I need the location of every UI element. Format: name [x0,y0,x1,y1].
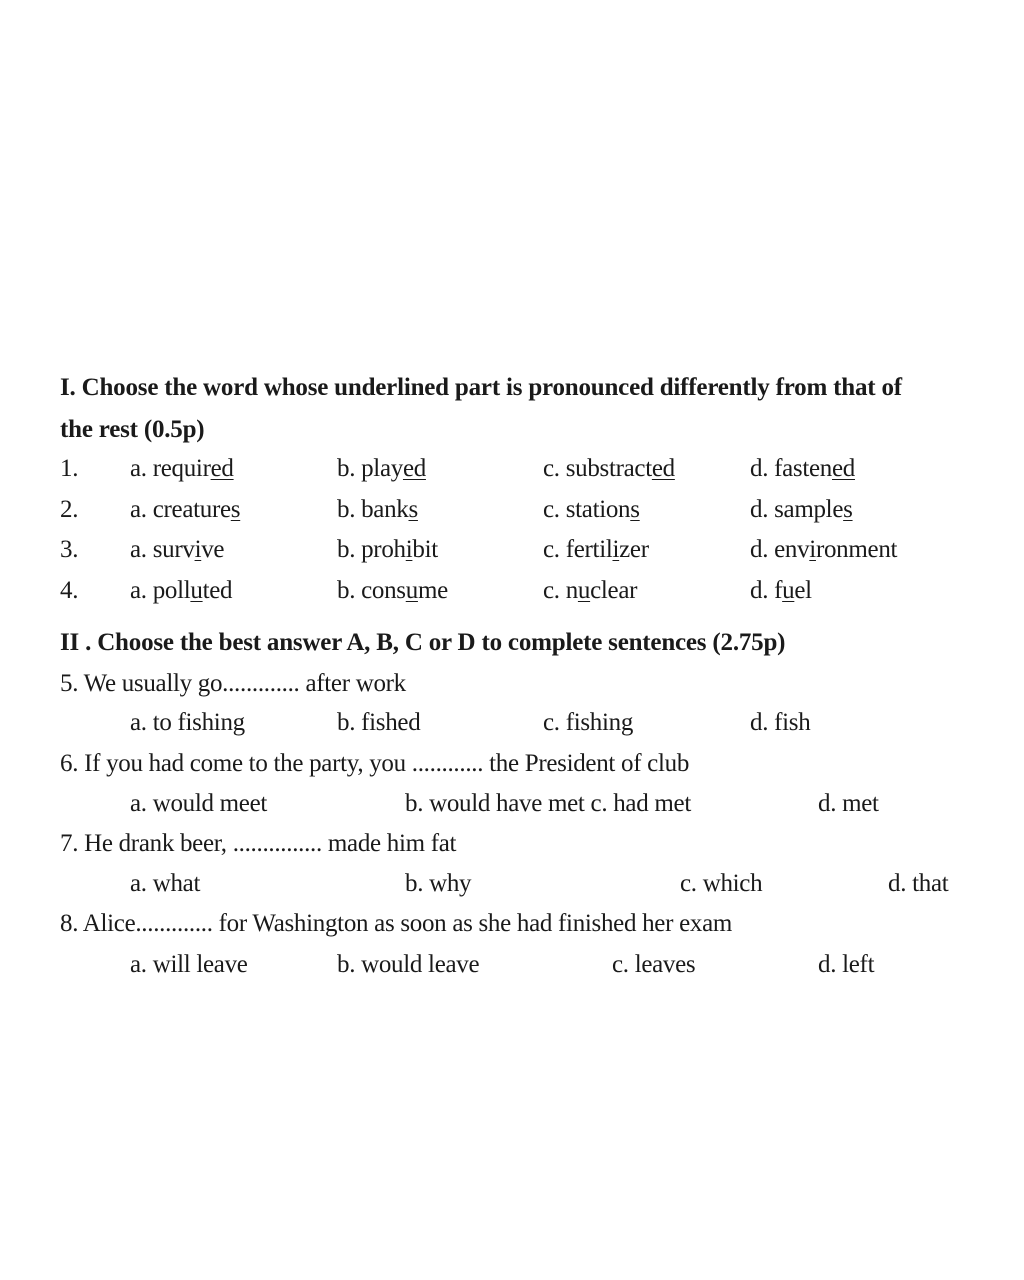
option-d: d. met [818,790,879,817]
section2-title: II . Choose the best answer A, B, C or D to complete sentences (2.75p) [60,629,786,656]
question-number: 3. [60,536,79,563]
question-stem: 6. If you had come to the party, you ............ the President of club [60,750,690,777]
option-d: d. left [818,951,875,978]
option-a: a. to fishing [130,709,245,736]
question-number: 4. [60,577,79,604]
option-d: d. samples [750,496,853,523]
question-stem: 8. Alice............. for Washington as soon as she had finished her exam [60,910,733,937]
option-a: a. required [130,455,234,482]
option-d: d. fish [750,709,811,736]
option-c: c. stations [543,496,640,523]
question-number: 1. [60,455,79,482]
question-stem: 5. We usually go............. after work [60,670,406,697]
option-c: c. substracted [543,455,675,482]
option-b: b. played [337,455,426,482]
option-c: c. fertilizer [543,536,649,563]
question-stem: 7. He drank beer, ............... made him fat [60,830,457,857]
option-b: b. prohibit [337,536,438,563]
option-d: d. fastened [750,455,855,482]
option-d: d. that [888,870,949,897]
option-b: b. why [405,870,472,897]
section1-title-line1: I. Choose the word whose underlined part is pronounced differently from that of [60,374,902,401]
option-b: b. fished [337,709,421,736]
option-a: a. survive [130,536,225,563]
option-d: d. environment [750,536,898,563]
option-c: c. which [680,870,763,897]
option-c: c. nuclear [543,577,638,604]
option-a: a. polluted [130,577,233,604]
option-b: b. banks [337,496,418,523]
option-a: a. creatures [130,496,241,523]
option-a: a. would meet [130,790,268,817]
option-a: a. will leave [130,951,248,978]
option-b: b. consume [337,577,448,604]
option-b-c: b. would have met c. had met [405,790,691,817]
section1-title-line2: the rest (0.5p) [60,416,205,443]
option-c: c. fishing [543,709,634,736]
option-b: b. would leave [337,951,480,978]
option-a: a. what [130,870,201,897]
option-d: d. fuel [750,577,812,604]
question-number: 2. [60,496,79,523]
option-c: c. leaves [612,951,696,978]
